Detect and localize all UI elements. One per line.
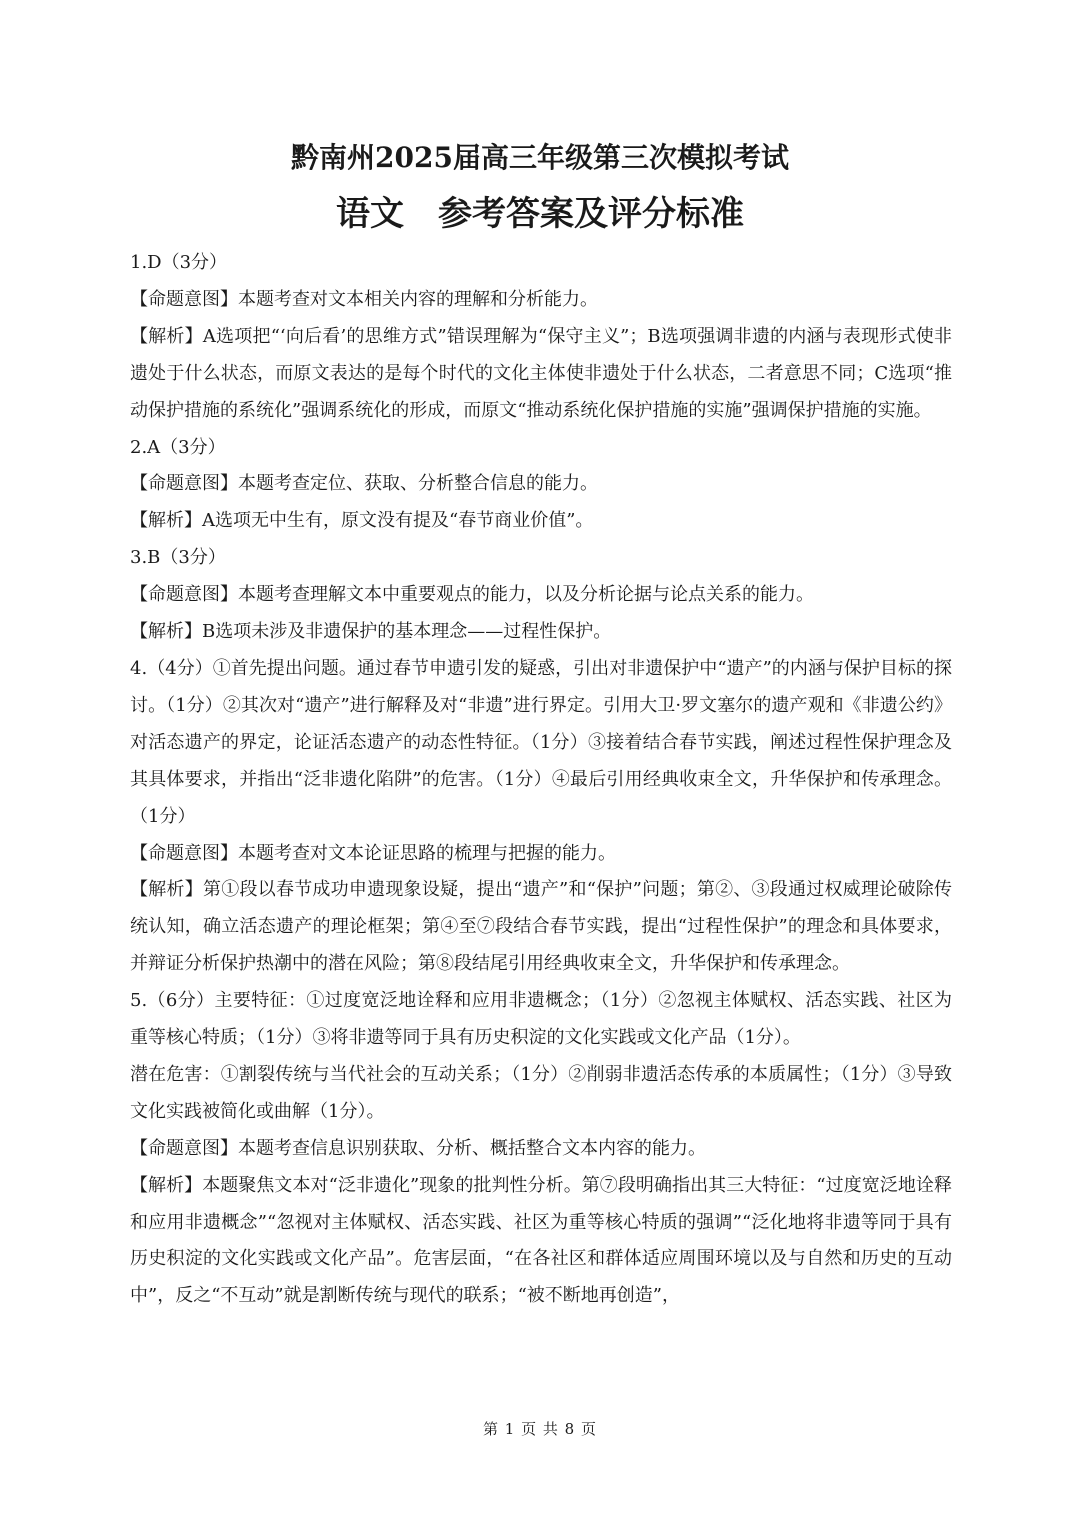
intent-5: 【命题意图】本题考查信息识别获取、分析、概括整合文本内容的能力。 — [130, 1137, 706, 1159]
answer-2: 2.A（3分） — [130, 436, 226, 458]
answer-4: 4.（4分）①首先提出问题。通过春节申遗引发的疑惑，引出对非遗保护中“遗产”的内涵与保护目标的探讨。（1分）②其次对“遗产”进行解释及对“非遗”进行界定。引用大卫·罗文塞尔的遗产观和《非遗公约》对活态遗产的界定，论证活态遗产的动态性特征。（1分）③接着结合春节实践，阐述过程性保护理念及其具体要求，并指出“泛非遗化陷阱”的危害。（1分）④最后引用经典收束全文，升华保护和传承理念。（1分） — [130, 657, 952, 827]
analysis-4: 【解析】第①段以春节成功申遗现象设疑，提出“遗产”和“保护”问题；第②、③段通过权威理论破除传统认知，确立活态遗产的理论框架；第④至⑦段结合春节实践，提出“过程性保护”的理念和具体要求，并辩证分析保护热潮中的潜在风险；第⑧段结尾引用经典收束全文，升华保护和传承理念。 — [130, 879, 952, 975]
analysis-5: 【解析】本题聚焦文本对“泛非遗化”现象的批判性分析。第⑦段明确指出其三大特征：“过度宽泛地诠释和应用非遗概念”“忽视对主体赋权、活态实践、社区为重等核心特质的强调”“泛化地将非遗等同于具有历史积淀的文化实践或文化产品”。危害层面，“在各社区和群体适应周围环境以及与自然和历史的互动中”，反之“不互动”就是割断传统与现代的联系；“被不断地再创造”， — [130, 1174, 952, 1307]
intent-1: 【命题意图】本题考查对文本相关内容的理解和分析能力。 — [130, 288, 598, 310]
intent-4: 【命题意图】本题考查对文本论证思路的梳理与把握的能力。 — [130, 842, 616, 864]
answer-5-harms: 潜在危害：①割裂传统与当代社会的互动关系；（1分）②削弱非遗活态传承的本质属性；（1分）③导致文化实践被简化或曲解（1分）。 — [130, 1063, 952, 1122]
analysis-3: 【解析】B选项未涉及非遗保护的基本理念——过程性保护。 — [130, 621, 612, 643]
analysis-1: 【解析】A选项把“‘向后看’的思维方式”错误理解为“保守主义”；B选项强调非遗的内涵与表现形式使非遗处于什么状态，而原文表达的是每个时代的文化主体使非遗处于什么状态，二者意思不同；C选项“推动保护措施的系统化”强调系统化的形成，而原文“推动系统化保护措施的实施”强调保护措施的实施。 — [130, 325, 952, 421]
intent-2: 【命题意图】本题考查定位、获取、分析整合信息的能力。 — [130, 473, 598, 495]
intent-3: 【命题意图】本题考查理解文本中重要观点的能力，以及分析论据与论点关系的能力。 — [130, 584, 814, 606]
answer-1: 1.D（3分） — [130, 252, 228, 273]
answer-5-features: 5.（6分）主要特征：①过度宽泛地诠释和应用非遗概念；（1分）②忽视主体赋权、活态实践、社区为重等核心特质；（1分）③将非遗等同于具有历史积淀的文化实践或文化产品（1分）。 — [130, 990, 952, 1049]
answer-3: 3.B（3分） — [130, 547, 226, 569]
answer-content — [130, 245, 952, 1315]
document-subtitle: 语文 参考答案及评分标准 — [336, 194, 744, 234]
page-number: 第 1 页 共 8 页 — [483, 1420, 597, 1438]
analysis-2: 【解析】A选项无中生有，原文没有提及“春节商业价值”。 — [130, 510, 594, 532]
document-title: 黔南州2025届高三年级第三次模拟考试 — [291, 141, 789, 174]
